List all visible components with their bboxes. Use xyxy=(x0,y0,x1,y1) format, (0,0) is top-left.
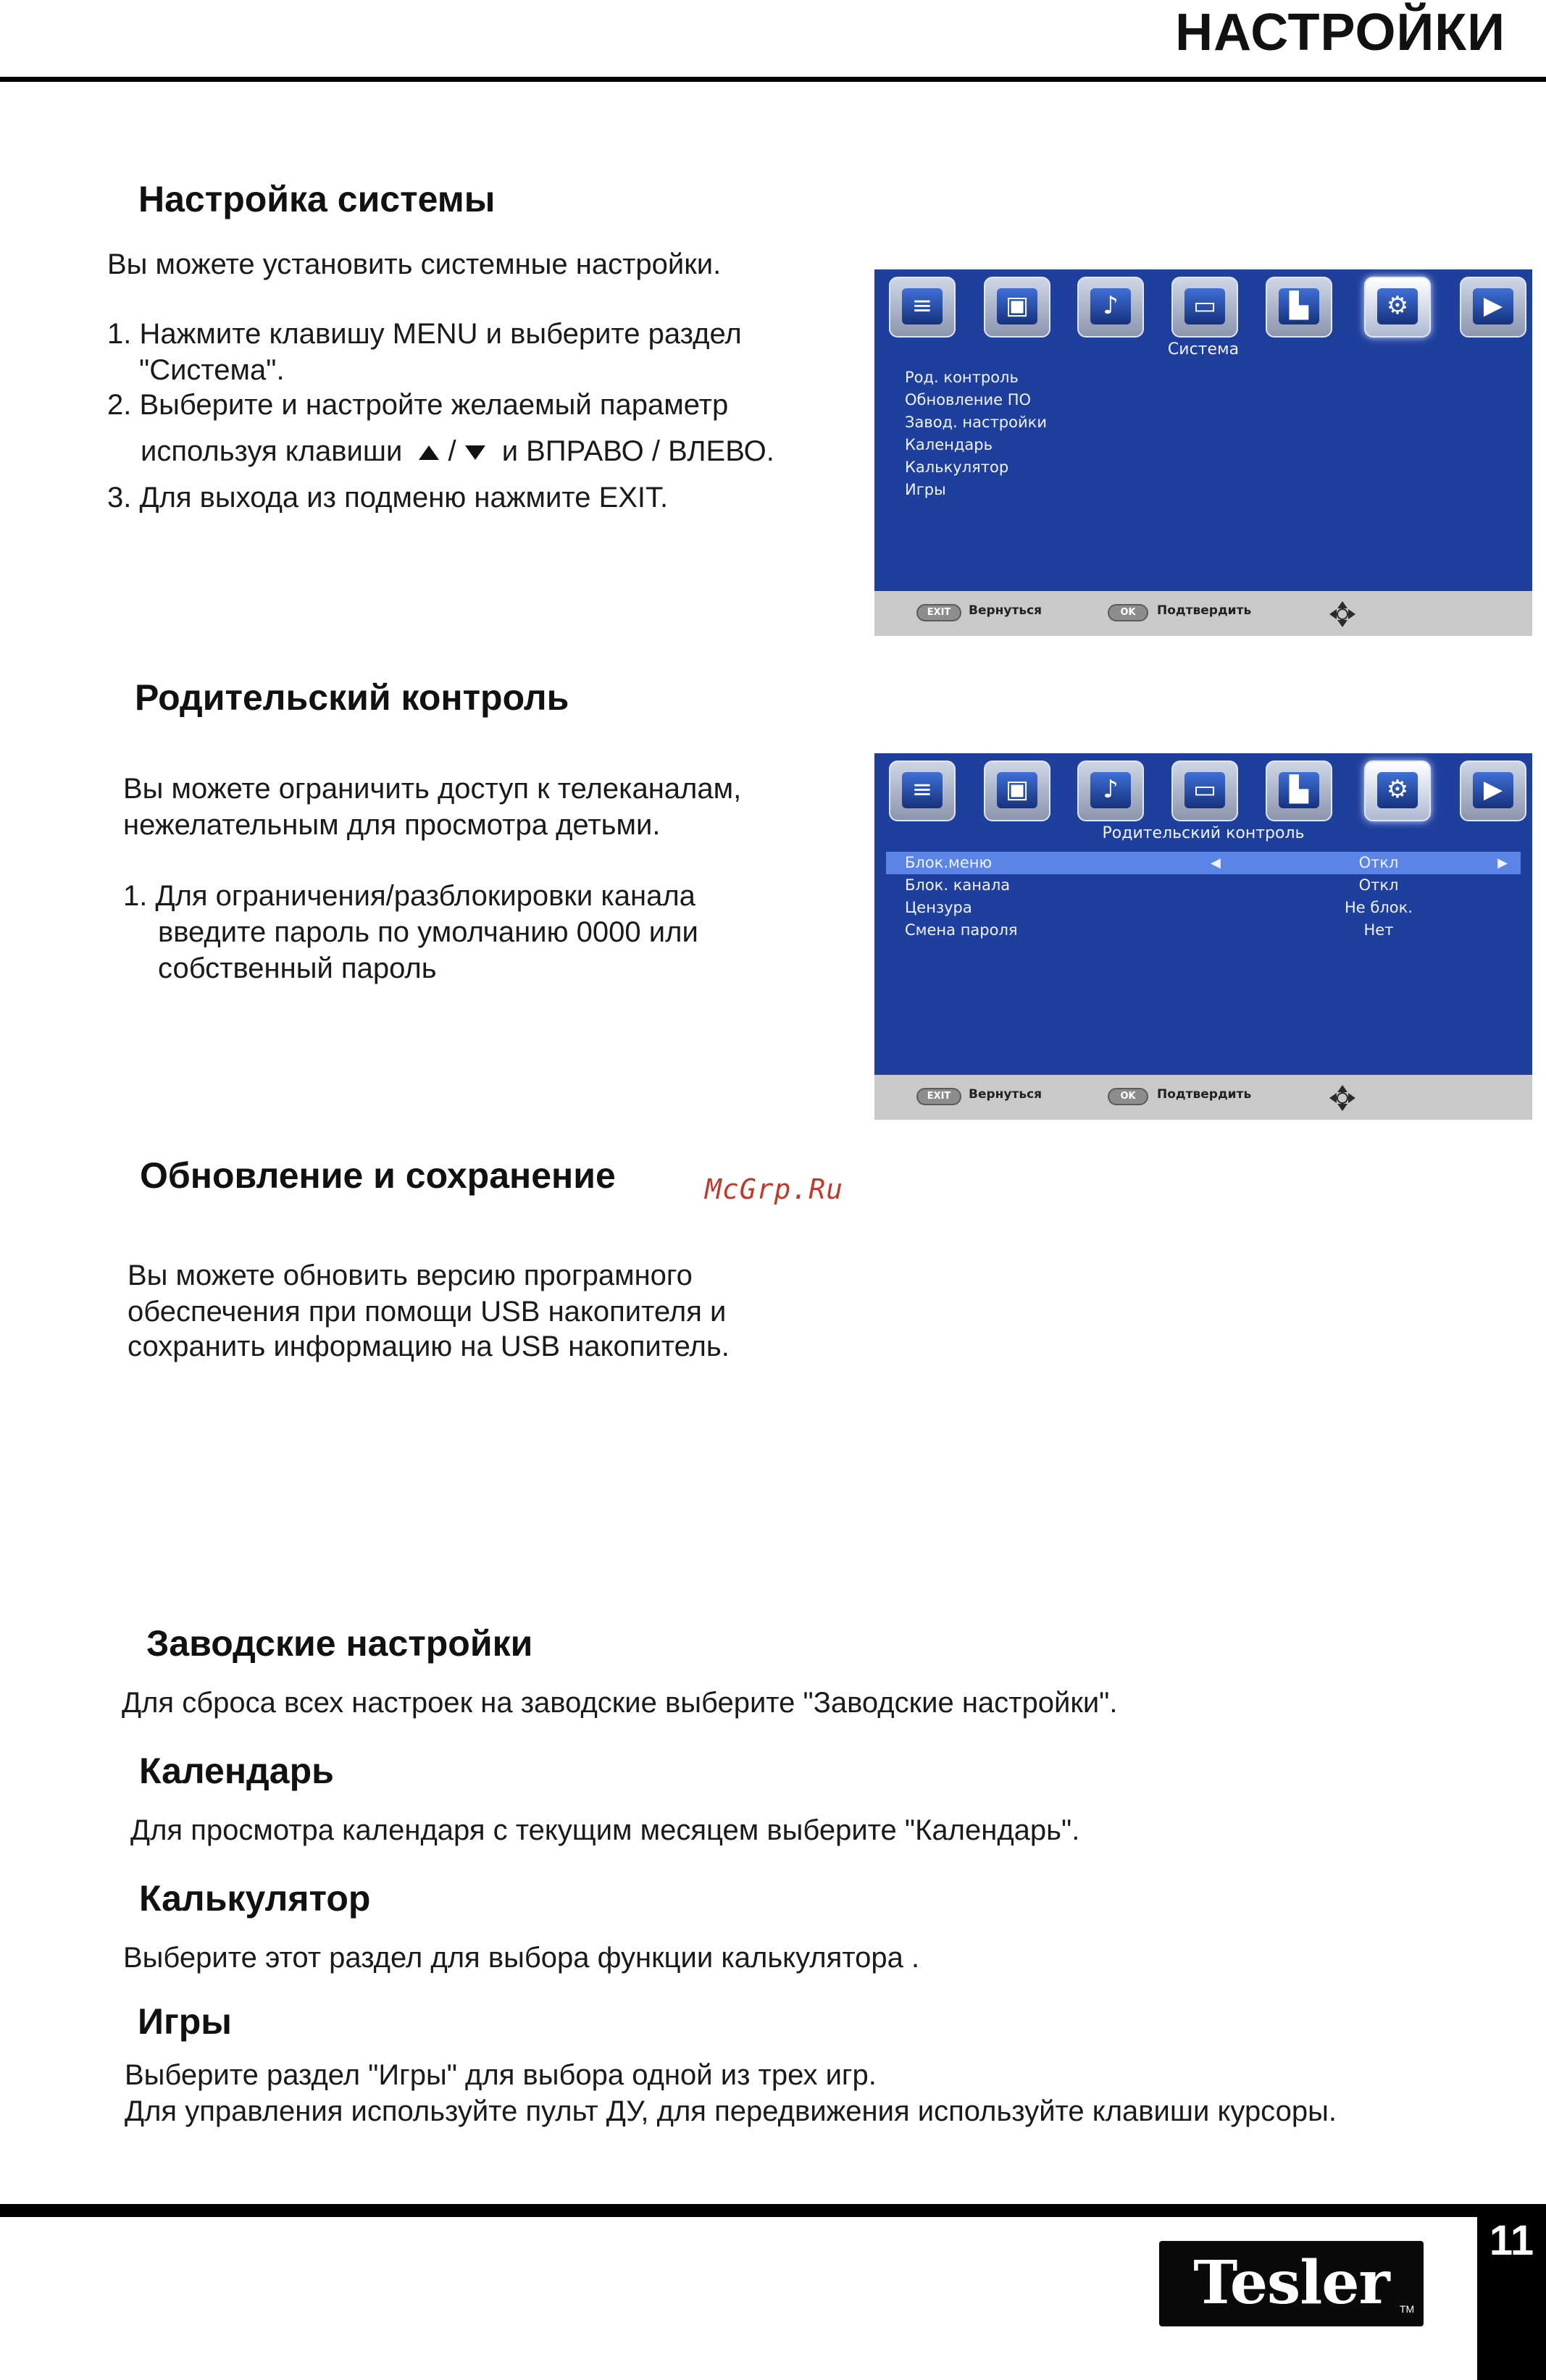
brand-logo-text: Tesler xyxy=(1193,2248,1390,2318)
games-heading: Игры xyxy=(138,2001,233,2042)
dpad-icon xyxy=(1328,600,1357,629)
tv-icon: ▭ xyxy=(1171,277,1238,338)
tv-setting-row[interactable] xyxy=(886,852,1521,874)
tv-setting-value: Не блок. xyxy=(1345,899,1413,916)
tv-icon: ▭ xyxy=(1171,760,1238,821)
system-step1a: 1. Нажмите клавишу MENU и выберите раздел xyxy=(107,318,742,350)
exit-label: Вернуться xyxy=(969,603,1042,618)
system-step2a: 2. Выберите и настройте желаемый параметр xyxy=(107,389,729,421)
update-line2: обеспечения при помощи USB накопителя и xyxy=(128,1296,727,1328)
header-rule xyxy=(0,77,1546,82)
parental-intro2: нежелательным для просмотра детьми. xyxy=(123,809,661,841)
picture-icon: ▣ xyxy=(984,277,1050,338)
exit-label: Вернуться xyxy=(969,1087,1042,1102)
tv-menu-title: Родительский контроль xyxy=(1102,824,1305,842)
channel-list-icon: ≡ xyxy=(889,760,956,821)
games-line1: Выберите раздел "Игры" для выбора одной из трех игр. xyxy=(125,2059,877,2091)
system-intro: Вы можете установить системные настройки. xyxy=(107,248,722,280)
exit-key: EXIT xyxy=(916,604,961,621)
arrow-right-icon[interactable]: ▶ xyxy=(1497,855,1508,871)
system-step2b-post: и ВПРАВО / ВЛЕВО. xyxy=(501,435,774,467)
tv-setting-value: Откл xyxy=(1358,876,1399,894)
update-line3: сохранить информацию на USB накопитель. xyxy=(128,1331,730,1362)
page-number: 11 xyxy=(1489,2217,1534,2264)
tv-menu-item[interactable]: Род. контроль xyxy=(905,369,1019,386)
tv-setting-row[interactable] xyxy=(886,897,1521,919)
footer-rule xyxy=(0,2204,1546,2217)
sound-icon: ♪ xyxy=(1077,277,1144,338)
page-title: НАСТРОЙКИ xyxy=(1175,4,1505,62)
tv-setting-label: Смена пароля xyxy=(905,921,1018,939)
tv-menu-title: Система xyxy=(1167,340,1240,359)
tv-menu-item[interactable]: Калькулятор xyxy=(905,458,1009,476)
parental-step1a: 1. Для ограничения/разблокировки канала xyxy=(123,880,695,912)
tv-menu-item[interactable]: Обновление ПО xyxy=(905,391,1032,408)
tv-setting-label: Блок. канала xyxy=(905,876,1011,894)
tv-settings-table xyxy=(886,852,1521,942)
ok-label: Подтвердить xyxy=(1157,1087,1252,1102)
update-line1: Вы можете обновить версию програмного xyxy=(128,1260,693,1291)
tv-menu-list xyxy=(905,366,1047,501)
calculator-heading: Калькулятор xyxy=(139,1878,371,1919)
gears-icon: ⚙ xyxy=(1364,760,1431,821)
tv-footer xyxy=(874,591,1532,636)
tv-setting-row[interactable] xyxy=(886,874,1521,897)
tv-footer xyxy=(874,1075,1532,1120)
ok-key: OK xyxy=(1108,1088,1148,1105)
brand-trademark: TM xyxy=(1400,2303,1415,2315)
system-step2b xyxy=(141,433,774,469)
tv-menu-item[interactable]: Игры xyxy=(905,481,946,498)
parental-step1c: собственный пароль xyxy=(158,952,437,984)
tv-menu-item[interactable]: Календарь xyxy=(905,436,993,453)
gears-icon: ⚙ xyxy=(1364,277,1431,338)
sound-icon: ♪ xyxy=(1077,760,1144,821)
system-step2b-sep: / xyxy=(448,435,456,467)
arrow-down-icon xyxy=(465,445,485,460)
system-step3: 3. Для выхода из подменю нажмите EXIT. xyxy=(107,482,669,514)
arrow-left-icon[interactable]: ◀ xyxy=(1211,855,1221,871)
calendar-text: Для просмотра календаря с текущим месяцем выберите "Календарь". xyxy=(130,1814,1080,1846)
dpad-icon xyxy=(1328,1084,1357,1113)
parental-intro1: Вы можете ограничить доступ к телеканалам, xyxy=(123,773,742,805)
city-icon: ▙ xyxy=(1266,277,1332,338)
media-play-icon: ▶ xyxy=(1460,760,1526,821)
city-icon: ▙ xyxy=(1266,760,1332,821)
tv-icon-bar xyxy=(874,753,1532,833)
picture-icon: ▣ xyxy=(984,760,1050,821)
calendar-heading: Календарь xyxy=(139,1751,334,1791)
system-heading: Настройка системы xyxy=(138,179,496,219)
tv-setting-label: Блок.меню xyxy=(905,854,993,871)
watermark: McGrp.Ru xyxy=(705,1173,844,1205)
system-step1b: "Система". xyxy=(139,354,285,386)
tv-menu-item[interactable]: Завод. настройки xyxy=(905,414,1047,431)
calculator-text: Выберите этот раздел для выбора функции калькулятора . xyxy=(123,1942,920,1974)
system-step2b-pre: используя клавиши xyxy=(141,435,403,467)
tv-setting-value: Откл xyxy=(1358,854,1399,871)
update-heading: Обновление и сохранение xyxy=(140,1155,616,1196)
tv-system-menu xyxy=(874,269,1532,636)
tv-setting-row[interactable] xyxy=(886,919,1521,942)
arrow-up-icon xyxy=(419,445,439,460)
factory-text: Для сброса всех настроек на заводские выберите "Заводские настройки". xyxy=(122,1687,1118,1719)
tv-icon-bar xyxy=(874,269,1532,349)
factory-heading: Заводские настройки xyxy=(146,1623,533,1664)
games-line2: Для управления используйте пульт ДУ, для передвижения используйте клавиши курсоры. xyxy=(125,2095,1337,2127)
ok-key: OK xyxy=(1108,604,1148,621)
exit-key: EXIT xyxy=(916,1088,961,1105)
tv-setting-label: Цензура xyxy=(905,899,972,916)
tv-setting-value: Нет xyxy=(1363,921,1394,939)
tv-parental-menu xyxy=(874,753,1532,1120)
parental-step1b: введите пароль по умолчанию 0000 или xyxy=(158,916,698,948)
parental-heading: Родительский контроль xyxy=(135,677,569,718)
media-play-icon: ▶ xyxy=(1460,277,1526,338)
channel-list-icon: ≡ xyxy=(889,277,956,338)
ok-label: Подтвердить xyxy=(1157,603,1252,618)
